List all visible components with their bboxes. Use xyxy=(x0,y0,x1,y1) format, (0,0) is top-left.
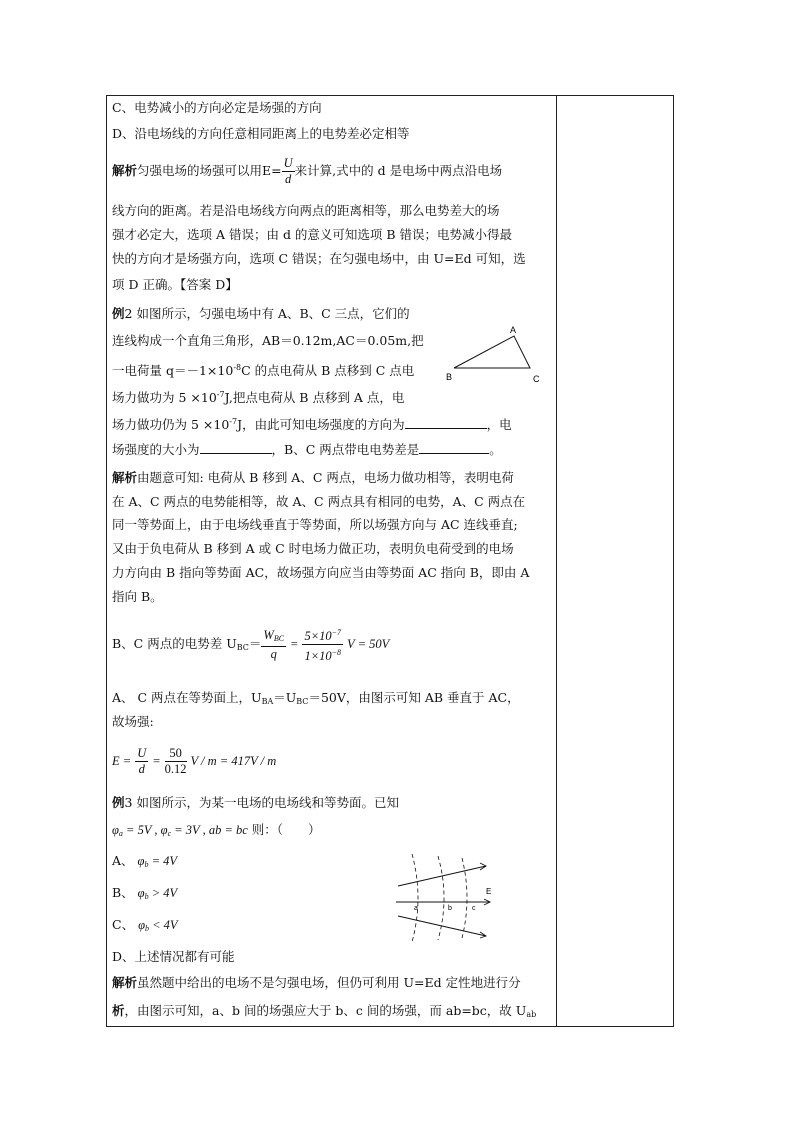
example-text: 场力做功为 5 ×10 xyxy=(112,390,217,405)
equation-text: = 5V , φ xyxy=(122,823,168,837)
analysis-text: 来计算,式中的 d 是电场中两点沿电场 xyxy=(294,163,503,178)
analysis-2-line-3: 同一等势面上，由于电场线垂直于等势面，所以场强方向与 AC 连线垂直; xyxy=(112,517,518,532)
field-strength-label: 故场强: xyxy=(112,714,154,729)
table-column-divider xyxy=(556,95,557,1027)
example-2-line-4 xyxy=(112,387,404,406)
equation-result: V / m = 417V / m xyxy=(190,754,277,768)
example-text: 。 xyxy=(489,442,502,457)
fraction-denominator: q xyxy=(270,646,277,661)
fraction-u-over-d xyxy=(282,156,295,187)
option-label: A、 xyxy=(112,853,134,868)
ac-equipotential-line xyxy=(112,690,520,710)
field-line-top xyxy=(398,866,486,886)
example-3-condition xyxy=(112,822,321,842)
subscript: c xyxy=(167,829,172,838)
equipotential-surface-a xyxy=(412,854,418,942)
triangle-figure xyxy=(440,322,550,390)
example-text: ，B、C 两点带电电势差是 xyxy=(271,442,420,457)
option-b xyxy=(112,885,177,905)
label-c: c xyxy=(472,905,476,912)
example-label: 例 xyxy=(112,795,125,810)
option-d: D、上述情况都有可能 xyxy=(112,949,235,964)
superscript: −7 xyxy=(331,628,342,637)
answer-blank-potential-difference xyxy=(419,441,489,454)
analysis-3-line-2 xyxy=(112,1003,536,1023)
option-label: C、 xyxy=(112,917,135,932)
example-2-line-2: 连线构成一个直角三角形，AB＝0.12m,AC＝0.05m,把 xyxy=(112,333,424,348)
field-strength-equation xyxy=(112,741,276,781)
analysis-label: 析 xyxy=(112,1003,125,1018)
example-text: 场力做功仍为 5 ×10 xyxy=(112,417,230,432)
example-text: 则：（ ） xyxy=(247,822,321,837)
example-2-line-5 xyxy=(112,414,512,433)
fraction-numerator: U xyxy=(283,156,293,170)
label-b: B xyxy=(446,372,453,382)
example-2-line-3 xyxy=(112,360,414,379)
analysis-text: 由题意可知: 电荷从 B 移到 A、C 两点，电场力做功相等，表明电荷 xyxy=(137,470,514,485)
example-2-line-6 xyxy=(112,441,502,458)
option-d-text: D、沿电场线的方向任意相同距离上的电势差必定相等 xyxy=(112,126,410,141)
label-b: b xyxy=(448,905,452,912)
analysis-2-line-6: 指向 B。 xyxy=(112,589,163,604)
analysis-1-line-4: 快的方向才是场强方向，选项 C 错误；在匀强电场中，由 U=Ed 可知，选 xyxy=(112,251,526,266)
fraction-numerator: 50 xyxy=(165,746,187,762)
fraction-denominator: 1×10 xyxy=(304,649,332,663)
option-value: > 4V xyxy=(148,886,178,900)
subscript: BC xyxy=(236,643,249,652)
potential-difference-equation xyxy=(112,624,389,668)
equation-text: = xyxy=(152,754,161,768)
analysis-2-line-4: 又由于负电荷从 B 移到 A 或 C 时电场力做正功，表明负电荷受到的电场 xyxy=(112,541,514,556)
analysis-2-line-1 xyxy=(112,470,514,486)
fraction-denominator: 0.12 xyxy=(164,762,187,776)
option-c xyxy=(112,917,178,937)
fraction-denominator: d xyxy=(285,172,292,186)
equipotential-surface-c xyxy=(462,858,467,938)
option-value: = 4V xyxy=(148,854,178,868)
analysis-1-line-1 xyxy=(112,156,502,187)
option-c-text: C、电势减小的方向必定是场强的方向 xyxy=(112,100,322,115)
equation-text: ＝ xyxy=(248,636,262,651)
example-3-line-1 xyxy=(112,795,399,811)
label-a: a xyxy=(414,905,418,912)
example-text: 2 如图所示，匀强电场中有 A、B、C 三点，它们的 xyxy=(124,306,410,321)
example-text: J，由此可知电场强度的方向为 xyxy=(237,417,405,432)
fraction-numerator: U xyxy=(137,746,147,760)
answer-blank-direction xyxy=(405,416,487,429)
equipotential-surface-b xyxy=(438,856,444,940)
analysis-text: ＝50V，由图示可知 AB 垂直于 AC， xyxy=(308,690,520,705)
equation-result: V = 50V xyxy=(347,637,390,651)
subscript: BC xyxy=(273,633,285,643)
analysis-text: 匀强电场的场强可以用E= xyxy=(137,163,282,178)
subscript: b xyxy=(144,924,149,933)
option-a xyxy=(112,853,177,873)
analysis-3-line-1 xyxy=(112,975,521,991)
subscript: b xyxy=(144,892,149,901)
fraction-numeric xyxy=(302,625,343,664)
analysis-label: 解析 xyxy=(112,470,138,485)
example-text: 一电荷量 q＝－1×10 xyxy=(112,363,234,378)
phi-symbol: φ xyxy=(138,918,145,932)
equation-text: = 3V , ab = bc xyxy=(171,823,248,837)
option-label: B、 xyxy=(112,885,134,900)
subscript: b xyxy=(144,860,149,869)
superscript: -8 xyxy=(233,363,242,372)
analysis-text: ＝U xyxy=(273,690,297,705)
superscript: −8 xyxy=(331,648,342,657)
analysis-text: 虽然题中给出的电场不是匀强电场，但仍可利用 U=Ed 定性地进行分 xyxy=(137,975,521,990)
subscript: a xyxy=(118,829,123,838)
equation-text: = xyxy=(290,637,299,651)
phi-symbol: φ xyxy=(137,886,145,900)
field-lines-figure xyxy=(390,848,502,944)
analysis-label: 解析 xyxy=(112,975,138,990)
analysis-2-line-5: 力方向由 B 指向等势面 AC，故场强方向应当由等势面 AC 指向 B，即由 A xyxy=(112,565,530,580)
fraction-u-over-d xyxy=(135,746,148,777)
superscript: -7 xyxy=(229,417,238,426)
phi-symbol: φ xyxy=(112,823,119,837)
example-text: 场强度的大小为 xyxy=(112,442,200,457)
answer-blank-magnitude xyxy=(200,441,272,454)
fraction-w-over-q xyxy=(261,628,286,662)
phi-symbol: φ xyxy=(137,854,145,868)
field-line-bottom xyxy=(398,916,486,936)
fraction-numerator: W xyxy=(263,627,274,642)
fraction-denominator: d xyxy=(138,762,145,776)
fraction-numerator: 5×10 xyxy=(304,629,332,643)
analysis-2-line-2: 在 A、C 两点的电势能相等，故 A、C 两点具有相同的电势，A、C 两点在 xyxy=(112,494,526,509)
subscript: BC xyxy=(296,697,309,706)
label-e: E xyxy=(486,887,492,896)
subscript: BA xyxy=(261,697,274,706)
subscript: ab xyxy=(526,1010,537,1019)
analysis-1-line-3: 强才必定大，选项 A 错误；由 d 的意义可知选项 B 错误；电势减小得最 xyxy=(112,227,513,242)
example-text: ，电 xyxy=(486,417,512,432)
example-text: 3 如图所示，为某一电场的电场线和等势面。已知 xyxy=(124,795,399,810)
analysis-text: ，由图示可知，a、b 间的场强应大于 b、c 间的场强，而 ab=bc，故 U xyxy=(124,1003,527,1018)
example-text: J,把点电荷从 B 点移到 A 点，电 xyxy=(224,390,405,405)
equation-text: E = xyxy=(112,754,132,768)
example-label: 例 xyxy=(112,306,125,321)
equation-text: B、C 两点的电势差 U xyxy=(112,636,237,651)
option-value: < 4V xyxy=(148,918,178,932)
analysis-text: A、 C 两点在等势面上，U xyxy=(112,690,262,705)
analysis-1-line-2: 线方向的距离。若是沿电场线方向两点的距离相等，那么电势差大的场 xyxy=(112,203,500,218)
triangle-abc xyxy=(454,336,530,368)
example-text: C 的点电荷从 B 点移到 C 点电 xyxy=(241,363,415,378)
example-2-line-1 xyxy=(112,306,410,322)
label-a: A xyxy=(510,325,517,335)
superscript: -7 xyxy=(216,390,225,399)
fraction-50-over-012 xyxy=(165,746,187,777)
analysis-1-line-5: 项 D 正确。【答案 D】 xyxy=(112,277,238,292)
label-c: C xyxy=(533,374,540,384)
analysis-label: 解析 xyxy=(112,163,138,178)
